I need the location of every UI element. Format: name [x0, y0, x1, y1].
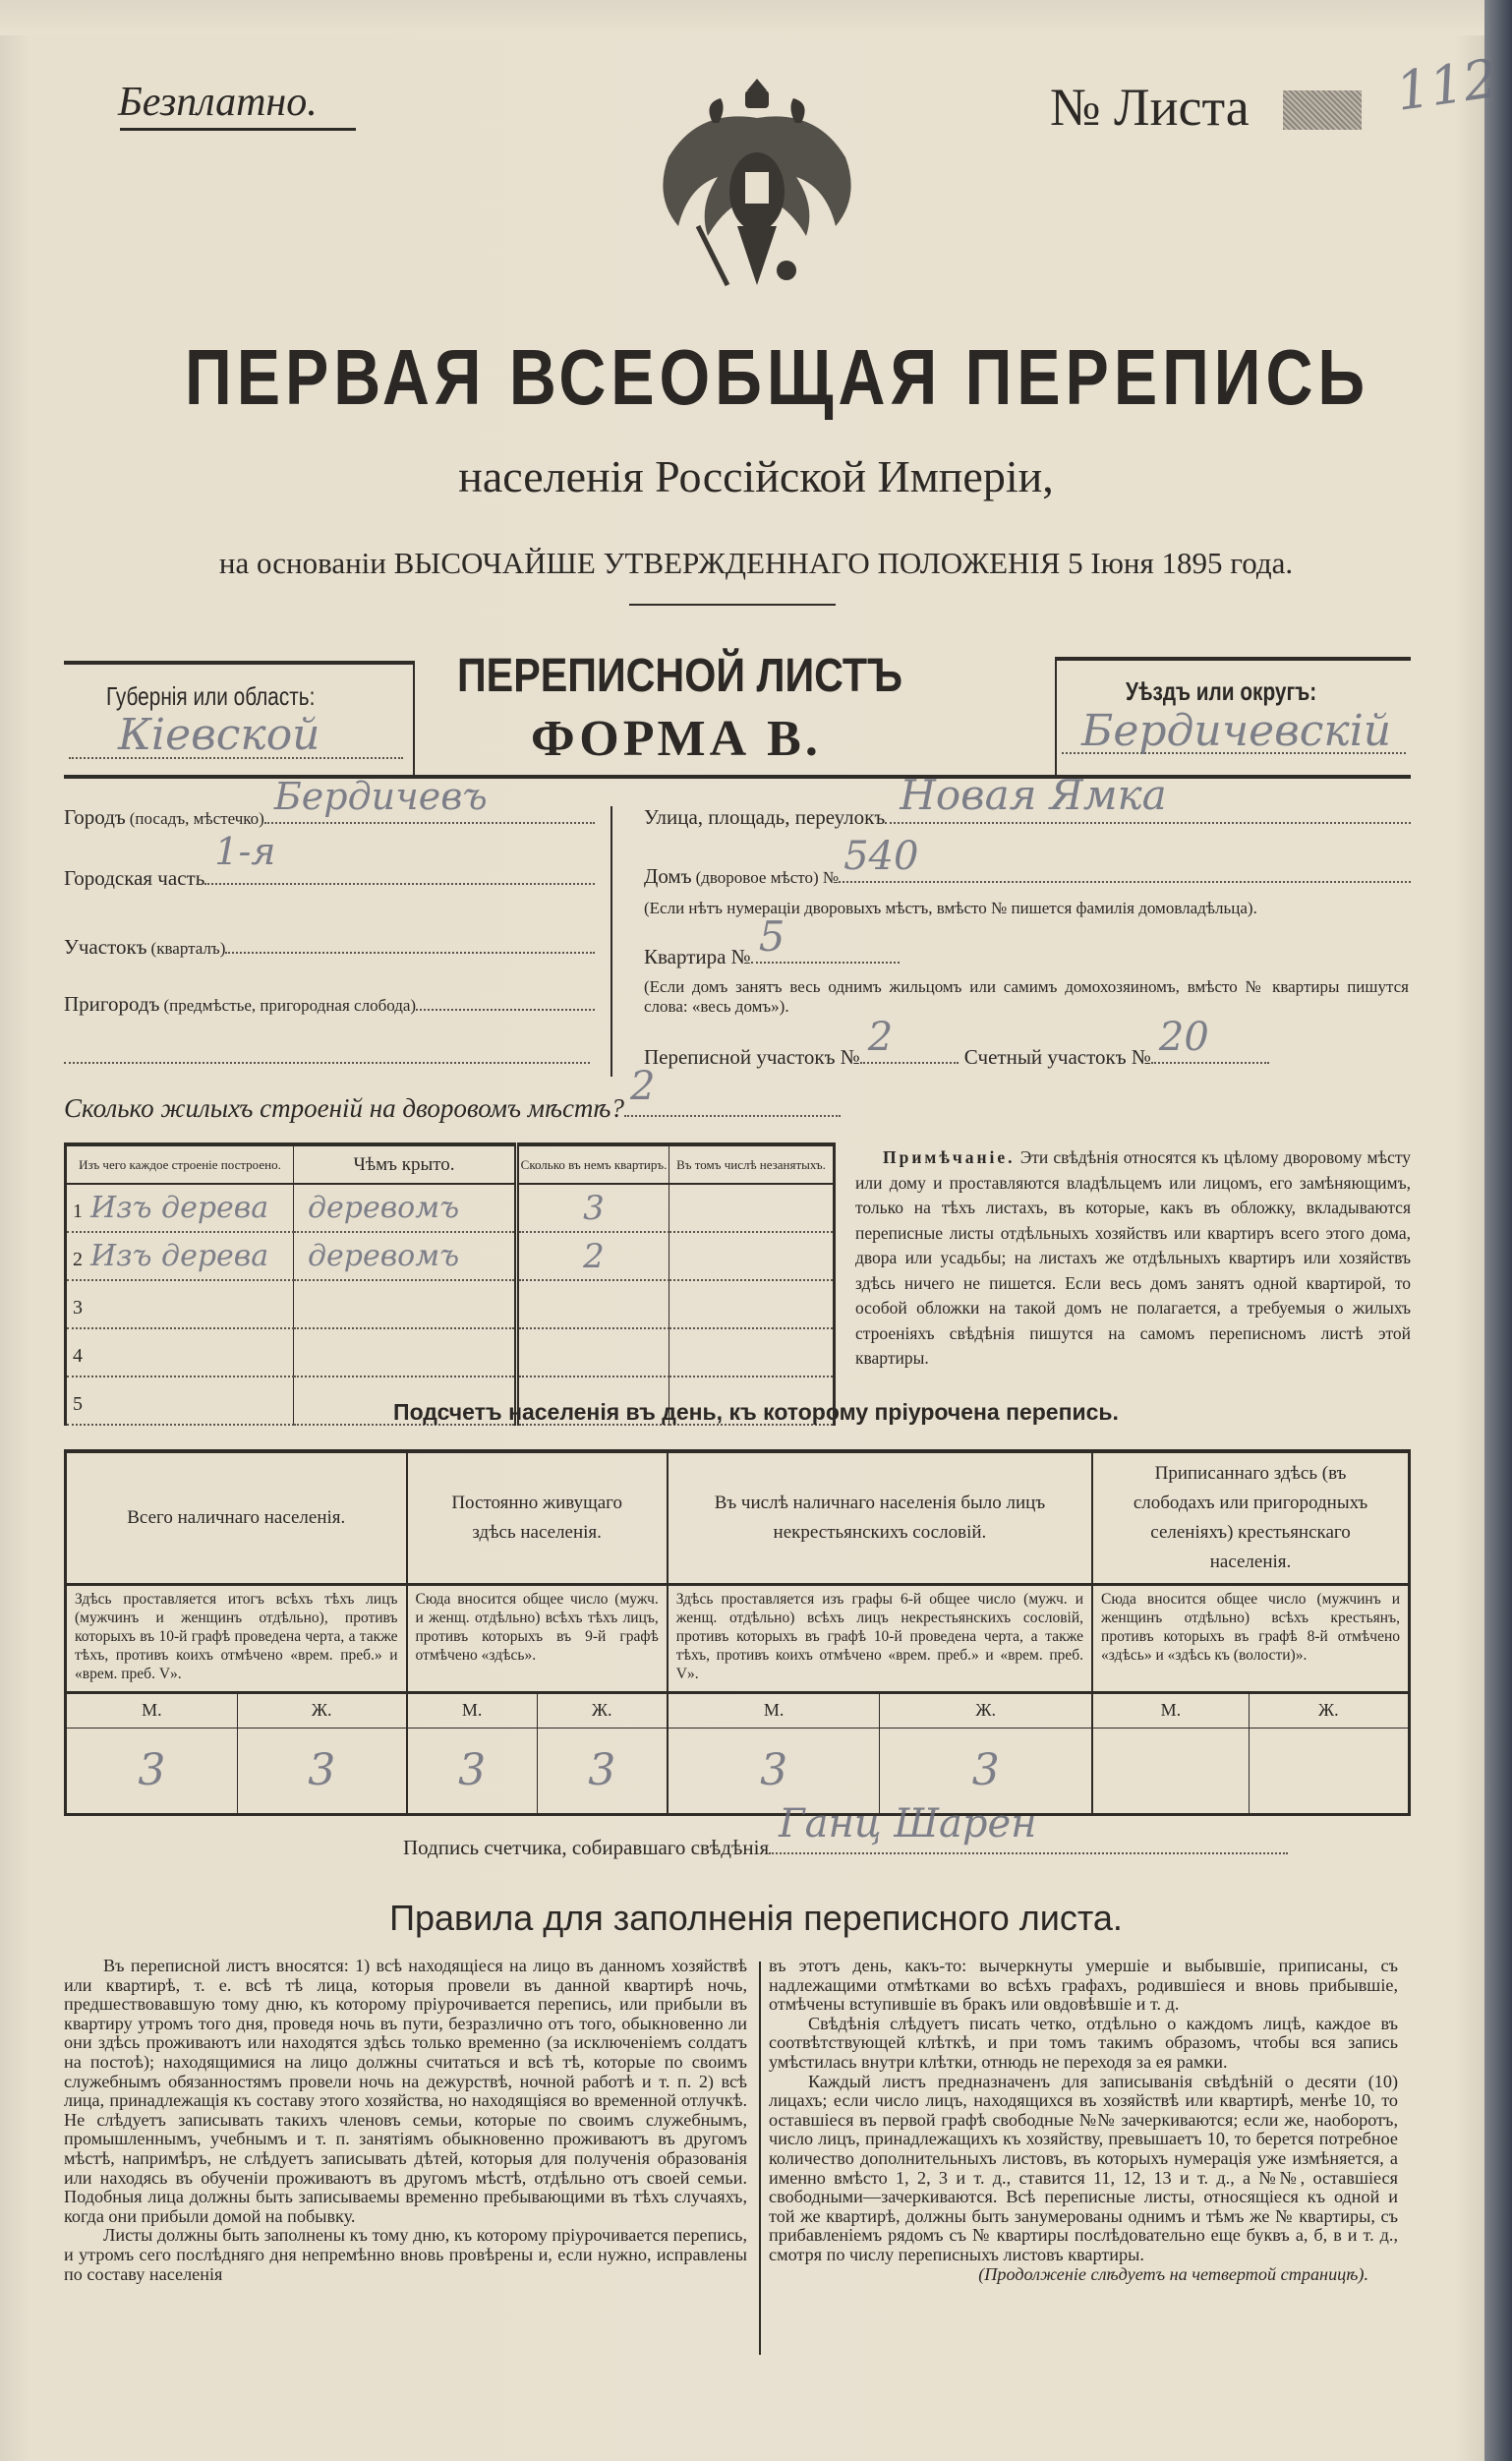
vacant-cell[interactable]: [669, 1280, 835, 1328]
column-header: Чѣмъ крыто.: [294, 1144, 517, 1184]
province-label: Губернія или область:: [106, 681, 316, 711]
suburb-field-extra[interactable]: [64, 1062, 590, 1064]
precinct-hint: (кварталъ): [150, 939, 226, 958]
female-header: Ж.: [537, 1692, 668, 1728]
count-column-header: Всего наличнаго населенія.: [66, 1451, 407, 1584]
signature-row: [403, 1801, 1288, 1860]
city-part-value: 1-я: [214, 830, 276, 873]
rules-paragraph: въ этотъ день, какъ-то: вычеркнуты умершіе и выбывшіе, приписаны, съ надлежащими отмѣтками во всѣхъ графахъ, родившіеся и вновь прибывшіе, отмѣчены вступившіе въ бракъ или овдовѣвшіе и т. д.: [769, 1956, 1398, 2015]
sheet-number-handwritten: 112: [1392, 47, 1501, 123]
table-row: [66, 1232, 835, 1280]
suburb-field[interactable]: [416, 991, 595, 1011]
roof-cell[interactable]: [294, 1280, 517, 1328]
street-value: Новая Ямка: [900, 771, 1167, 819]
apartments-cell[interactable]: [517, 1280, 669, 1328]
city-part-field[interactable]: [204, 830, 595, 885]
scan-edge: [1484, 0, 1512, 2461]
precinct-label: Участокъ: [64, 935, 147, 959]
row-number: 2: [73, 1249, 83, 1270]
male-header: М.: [668, 1692, 880, 1728]
row-number: 4: [73, 1345, 83, 1367]
count-column-description: Здѣсь проставляется изъ графы 6-й общее число (мужч. и женщ. отдѣльно) всѣхъ лицъ некрестьянскихъ сословій, противъ которыхъ въ графѣ 10-й проведена черта, а также тѣхъ, противъ коихъ отмѣчено «врем. преб.» и «врем. преб. V».: [668, 1584, 1092, 1692]
row-number: 5: [73, 1393, 83, 1415]
city-field[interactable]: [264, 775, 595, 824]
roof-cell[interactable]: [294, 1232, 517, 1280]
building-material-cell[interactable]: [66, 1280, 294, 1328]
street-row: [644, 771, 1411, 830]
female-header: Ж.: [880, 1692, 1092, 1728]
male-count-value: 3: [138, 1745, 166, 1795]
apartment-label: Квартира №: [644, 945, 751, 968]
census-area-label: Переписной участокъ №: [644, 1045, 860, 1069]
count-area-label: Счетный участокъ №: [963, 1045, 1151, 1069]
apartments-cell[interactable]: [517, 1232, 669, 1280]
female-header: Ж.: [237, 1692, 406, 1728]
suburb-label: Пригородъ: [64, 992, 160, 1016]
page-title: ПЕРВАЯ ВСЕОБЩАЯ ПЕРЕПИСЬ: [185, 333, 1370, 421]
house-field[interactable]: [839, 834, 1411, 883]
count-column-header: Постоянно живущаго здѣсь населенія.: [407, 1451, 668, 1584]
building-material-cell[interactable]: [66, 1328, 294, 1377]
count-area-value: 20: [1158, 1015, 1209, 1060]
signature-field[interactable]: [769, 1801, 1288, 1854]
row-number: 1: [73, 1201, 83, 1222]
vacant-cell[interactable]: [669, 1328, 835, 1377]
sheet-number-box[interactable]: [1283, 90, 1362, 130]
province-value: Кіевской: [118, 710, 320, 760]
male-count-cell[interactable]: [66, 1728, 238, 1814]
female-count-value: 3: [971, 1745, 1000, 1795]
house-label: Домъ: [644, 864, 692, 888]
city-part-row: [64, 830, 595, 891]
apartments-cell[interactable]: [517, 1184, 669, 1232]
house-hint: (дворовое мѣсто) №: [695, 868, 840, 887]
rules-left-column: [64, 1957, 747, 2284]
apartments-cell[interactable]: [517, 1328, 669, 1377]
house-value: 540: [843, 834, 919, 879]
signature-value: Ганц Шарен: [779, 1801, 1037, 1846]
district-value: Бердичевскій: [1081, 706, 1392, 756]
count-column-header: Приписаннаго здѣсь (въ слободахъ или пригородныхъ селеніяхъ) крестьянскаго населенія.: [1133, 1462, 1368, 1572]
roof-value: деревомъ: [308, 1239, 460, 1273]
areas-row: [644, 1015, 1411, 1070]
male-header: М.: [1092, 1692, 1249, 1728]
vacant-cell[interactable]: [669, 1184, 835, 1232]
apartment-note: (Если домъ занятъ весь однимъ жильцомъ или самимъ домохозяиномъ, вмѣсто № квартиры пишутся слова: «весь домъ»).: [644, 977, 1409, 1016]
vacant-cell[interactable]: [669, 1232, 835, 1280]
building-material-value: Изъ дерева: [90, 1239, 269, 1273]
city-row: [64, 775, 595, 830]
suburb-row: [64, 991, 595, 1017]
rule: [413, 661, 415, 777]
count-column-header: Въ числѣ наличнаго населенія было лицъ некрестьянскихъ сословій.: [668, 1451, 1092, 1584]
rule: [611, 806, 612, 1077]
rules-paragraph: Свѣдѣнія слѣдуетъ писать четко, отдѣльно о каждомъ лицѣ, каждое въ соотвѣтствующей клѣткѣ, и при томъ такимъ образомъ, чтобы вся запись умѣстилась внутри клѣтки, отнюдь не переходя за ея рамки.: [769, 2013, 1398, 2072]
city-value: Бердичевъ: [273, 775, 488, 818]
male-count-value: 3: [760, 1745, 788, 1795]
apartment-value: 5: [758, 912, 785, 961]
city-hint: (посадъ, мѣстечко): [129, 809, 264, 828]
table-row: [66, 1184, 835, 1232]
roof-cell[interactable]: [294, 1328, 517, 1377]
apartment-row: [644, 912, 900, 969]
census-area-value: 2: [867, 1015, 894, 1060]
building-material-cell[interactable]: [66, 1232, 294, 1280]
rules-title: Правила для заполненія переписного листа.: [389, 1898, 1123, 1938]
buildings-answer: 2: [629, 1064, 656, 1109]
apartments-value: 3: [583, 1188, 605, 1228]
note-text: Эти свѣдѣнія относятся къ цѣлому дворовому мѣсту или дому и проставляются владѣльцемъ или лицомъ, его замѣняющимъ, только на тѣхъ листахъ, въ которые, какъ въ обложку, вкладываются переписные листы отдѣльныхъ хозяйствъ или квартиръ всего этого дома, двора или усадьбы; на листахъ же отдѣльныхъ квартиръ или хозяйствъ здѣсь ничего не пишется. Если весь домъ занятъ одной квартирой, то особой обложки на такой домъ не полагается, а требуемыя о жилыхъ строеніяхъ свѣдѣнія пишутся на самомъ переписномъ листѣ этой квартиры.: [855, 1147, 1412, 1368]
sheet-number-label: № Листа: [1050, 78, 1250, 137]
buildings-answer-field[interactable]: [624, 1064, 841, 1117]
note-title: Примѣчаніе.: [883, 1147, 1016, 1167]
male-count-cell[interactable]: [1092, 1728, 1249, 1814]
female-count-value: 3: [308, 1745, 336, 1795]
house-row: [644, 834, 1411, 889]
city-label: Городъ: [64, 805, 126, 829]
paper-top-edge: [0, 0, 1484, 35]
male-header: М.: [407, 1692, 538, 1728]
building-material-cell[interactable]: [66, 1184, 294, 1232]
count-column-description: Здѣсь проставляется итогъ всѣхъ тѣхъ лицъ (мужчинъ и женщинъ отдѣльно), противъ которыхъ въ 10-й графѣ проведена черта, а также тѣхъ, противъ коихъ отмѣчено «врем. преб.» и «врем. преб. V».: [66, 1584, 407, 1692]
signature-label: Подпись счетчика, собиравшаго свѣдѣнія: [403, 1836, 770, 1859]
precinct-row: [64, 934, 595, 960]
rule: [64, 661, 413, 665]
male-header: М.: [66, 1692, 238, 1728]
census-area-field[interactable]: [860, 1015, 959, 1064]
column-header: Изъ чего каждое строеніе построено.: [66, 1144, 294, 1184]
building-material-value: Изъ дерева: [90, 1191, 269, 1225]
female-count-cell[interactable]: [237, 1728, 406, 1814]
rules-paragraph: Каждый листъ предназначенъ для записыванія свѣдѣній о десяти (10) лицахъ; если число лицъ, находящихся въ хозяйствѣ или квартирѣ, менѣе 10, то оставшіеся въ первой графѣ свободные №№ зачеркиваются; если же, наоборотъ, число лицъ, принадлежащихъ къ хозяйству, превышаетъ 10, то берется потребное количество дополнительныхъ листовъ, въ которыхъ нумерація уже измѣняется, а именно вмѣсто 1, 2, 3 и т. д., ставится 11, 12, 13 и т. д., а №№, оставшіеся свободными—зачеркиваются. Всѣ переписные листы, относящіеся къ одной и той же квартирѣ, должны быть занумерованы однимъ и тѣмъ же № квартиры, съ прибавленіемъ рядомъ съ № квартиры послѣдовательно еще буквъ а, б, в и т. д., смотря по числу переписныхъ листовъ квартиры.: [769, 2071, 1398, 2264]
roof-value: деревомъ: [308, 1191, 460, 1225]
column-header: Сколько въ немъ квартиръ.: [517, 1144, 669, 1184]
column-header: Въ томъ числѣ незанятыхъ.: [676, 1157, 826, 1172]
buildings-table: [64, 1143, 836, 1426]
sheet-title: ПЕРЕПИСНОЙ ЛИСТЪ: [457, 650, 903, 702]
free-label: Безплатно.: [118, 80, 318, 125]
table-row: [66, 1328, 835, 1377]
street-label: Улица, площадь, переулокъ: [644, 805, 886, 829]
count-title: Подсчетъ населенія въ день, къ которому пріурочена перепись.: [393, 1399, 1119, 1425]
free-underline: [120, 128, 356, 131]
rule: [1057, 657, 1411, 661]
female-count-value: 3: [588, 1745, 616, 1795]
male-count-cell[interactable]: [407, 1728, 538, 1814]
city-part-label: Городская часть: [64, 866, 205, 890]
table-row: [66, 1280, 835, 1328]
legal-basis: на основаніи ВЫСОЧАЙШЕ УТВЕРЖДЕННАГО ПОЛОЖЕНІЯ 5 Іюня 1895 года.: [218, 546, 1294, 580]
buildings-question: Сколько жилыхъ строеній на дворовомъ мѣстѣ?: [64, 1093, 624, 1123]
precinct-field[interactable]: [225, 934, 595, 954]
district-label: Уѣздъ или округъ:: [1126, 676, 1317, 706]
rule: [64, 775, 1411, 779]
count-column-description: Сюда вносится общее число (мужчинъ и женщинъ отдѣльно) всѣхъ крестьянъ, противъ которыхъ въ графѣ 8-й отмѣчено «здѣсь» и «здѣсь къ (волости)».: [1101, 1590, 1400, 1664]
row-number: 3: [73, 1297, 83, 1318]
count-column-description: Сюда вносится общее число (мужч. и женщ. отдѣльно) всѣхъ тѣхъ лицъ, противъ которыхъ въ 9-й графѣ отмѣчено «здѣсь».: [407, 1584, 668, 1692]
page-subtitle: населенія Россійской Имперіи,: [458, 451, 1054, 501]
roof-cell[interactable]: [294, 1184, 517, 1232]
female-header: Ж.: [1318, 1700, 1339, 1720]
rules-paragraph: Въ переписной листъ вносятся: 1) всѣ находящіеся на лицо въ данномъ хозяйствѣ или квартирѣ, т. е. всѣ тѣ лица, которыя провели въ данной квартирѣ ночь, предшествовавшую тому дню, къ которому пріурочивается перепись, или прибыли въ квартиру утромъ того дня, проведя ночь въ пути, безразлично отъ того, обыкновенно ли они здѣсь проживаютъ или находятся здѣсь только временно (за исключеніемъ солдатъ на постоѣ); находящимися на лицо должны считаться и всѣ тѣ, которые по своимъ служебнымъ обязанностямъ провели ночь на дежурствѣ, ночной работѣ и т. п. 2) всѣ лица, принадлежащія къ составу этого хозяйства, но находящіяся во временной отлучкѣ. Не слѣдуетъ записывать такихъ членовъ семьи, которые по своимъ служебнымъ, промышленнымъ, учебнымъ и т. п. занятіямъ обыкновенно проживаютъ въ другомъ мѣстѣ, напримѣръ, не слѣдуетъ записывать дѣтей, которыя для полученія образованія или находясь въ обученіи проживаютъ въ другомъ мѣстѣ, отдѣльно отъ своей семьи. Подобныя лица должны быть записываемы временно пребывающими въ тѣхъ случаяхъ, когда они прибыли домой на побывку.: [64, 1956, 747, 2226]
rules-right-column: [769, 1957, 1398, 2284]
apartments-value: 2: [583, 1236, 605, 1276]
street-field[interactable]: [885, 771, 1411, 824]
continued-note: (Продолженіе слѣдуетъ на четвертой страницѣ).: [978, 2263, 1368, 2284]
rules-paragraph: Листы должны быть заполнены къ тому дню, къ которому пріурочивается перепись, и утромъ сего послѣдняго дня непремѣнно вновь провѣрены и, если нужно, исправлены по составу населенія: [64, 2225, 747, 2284]
note-block: [855, 1145, 1411, 1372]
buildings-question-row: [64, 1064, 841, 1124]
male-count-value: 3: [458, 1745, 487, 1795]
form-label: ФОРМА В.: [531, 711, 822, 767]
suburb-hint: (предмѣстье, пригородная слобода): [163, 996, 417, 1015]
column-divider: [759, 1962, 761, 2355]
double-headed-eagle-icon: [629, 69, 885, 295]
count-area-field[interactable]: [1151, 1015, 1269, 1064]
house-note: (Если нѣтъ нумераціи дворовыхъ мѣстъ, вмѣсто № пишется фамилія домовладѣльца).: [644, 899, 1257, 917]
apartment-field[interactable]: [751, 912, 900, 964]
population-count-table: [64, 1449, 1411, 1816]
female-count-cell[interactable]: [537, 1728, 668, 1814]
female-count-cell[interactable]: [1249, 1728, 1409, 1814]
title-divider: [629, 604, 836, 606]
rule: [1055, 657, 1057, 777]
